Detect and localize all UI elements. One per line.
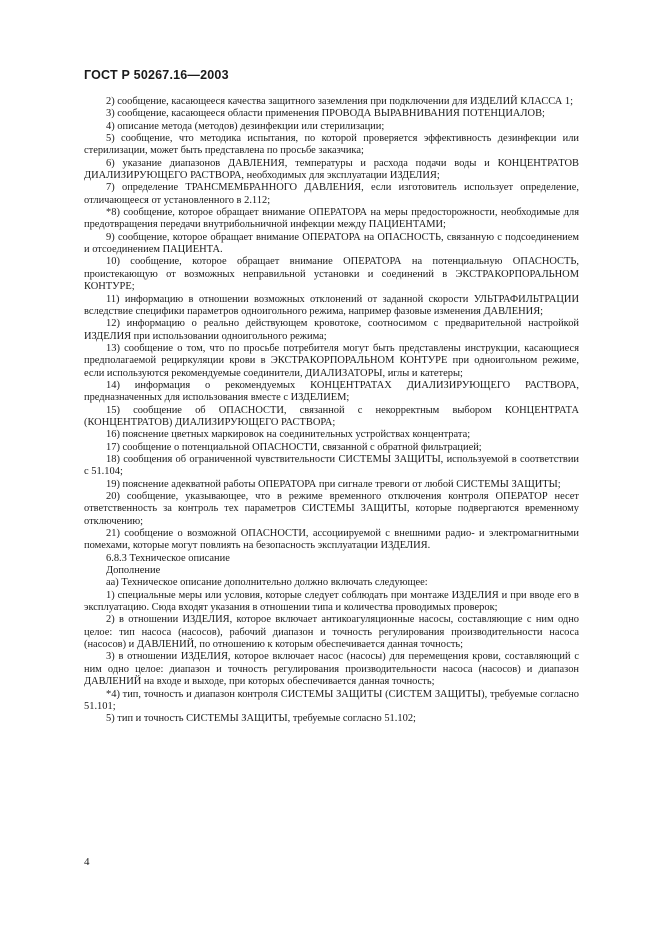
document-body: [84, 96, 579, 726]
page-number: 4: [84, 856, 90, 868]
section-heading: 6.8.3 Техническое описание: [106, 552, 230, 564]
paragraph: 19) пояснение адекватной работы ОПЕРАТОРА при сигнале тревоги от любой СИСТЕМЫ ЗАЩИТЫ;: [106, 478, 561, 490]
paragraph: 5) тип и точность СИСТЕМЫ ЗАЩИТЫ, требуемые согласно 51.102;: [106, 713, 416, 725]
paragraph: *8) сообщение, которое обращает внимание ОПЕРАТОРА на меры предосторожности, необходимые для предотвращения передачи внутрибольничной инфекции между ПАЦИЕНТАМИ;: [84, 207, 579, 231]
paragraph: 2) в отношении ИЗДЕЛИЯ, которое включает антикоагуляционные насосы, составляющие с ним одно целое: тип насоса (насосов), рабочий диапазон и точность регулирования производительности насоса (насосов) и ДАВЛЕНИЙ, по отношению к которым обеспечивается данная точность;: [84, 614, 579, 651]
paragraph: 16) пояснение цветных маркировок на соединительных устройствах концентрата;: [106, 429, 471, 441]
section-subheading: Дополнение: [106, 565, 161, 577]
paragraph: 6) указание диапазонов ДАВЛЕНИЯ, температуры и расхода подачи воды и КОНЦЕНТРАТОВ ДИАЛИЗИРУЮЩЕГО РАСТВОРА, необходимых для эксплуатации ИЗДЕЛИЯ;: [84, 157, 579, 182]
paragraph: 5) сообщение, что методика испытания, по которой проверяется эффективность дезинфекции или стерилизации, может быть представлена по просьбе заказчика;: [84, 133, 579, 157]
paragraph: 12) информацию о реально действующем кровотоке, соотносимом с предварительной настройкой ИЗДЕЛИЯ при использовании одноигольного режима;: [84, 318, 579, 342]
paragraph: 2) сообщение, касающееся качества защитного заземления при подключении для ИЗДЕЛИЙ КЛАССА 1;: [106, 96, 573, 107]
document-header: ГОСТ Р 50267.16—2003: [84, 68, 229, 82]
paragraph: 17) сообщение о потенциальной ОПАСНОСТИ, связанной с обратной фильтрацией;: [106, 441, 482, 453]
paragraph: 21) сообщение о возможной ОПАСНОСТИ, ассоциируемой с внешними радио- и электромагнитными помехами, которые могут повлиять на безопасность эксплуатации ИЗДЕЛИЯ.: [84, 528, 579, 552]
paragraph: *4) тип, точность и диапазон контроля СИСТЕМЫ ЗАЩИТЫ (СИСТЕМ ЗАЩИТЫ), требуемые согласно 51.101;: [84, 688, 579, 712]
paragraph: 9) сообщение, которое обращает внимание ОПЕРАТОРА на ОПАСНОСТЬ, связанную с подсоединением и отсоединением ПАЦИЕНТА.: [84, 231, 579, 256]
paragraph: 20) сообщение, указывающее, что в режиме временного отключения контроля ОПЕРАТОР несет ответственность за контроль тех параметров СИСТЕМЫ ЗАЩИТЫ, которые подвергаются временному отключению;: [84, 491, 579, 527]
paragraph: 13) сообщение о том, что по просьбе потребителя могут быть представлены инструкции, касающиеся предполагаемой рециркуляции крови в ЭКСТРАКОРПОРАЛЬНОМ КОНТУРЕ при одноигольном режиме, если используются рекомендуемые соединители, ДИАЛИЗАТОРЫ, иглы и катетеры;: [84, 342, 579, 379]
paragraph: 3) в отношении ИЗДЕЛИЯ, которое включает насос (насосы) для перемещения крови, составляющий с ним одно целое: диапазон и точность регулирования производительности насоса (насосов) и диапазон ДАВЛЕНИЙ на входе и выходе, при которых обеспечивается данная точность;: [84, 651, 579, 688]
paragraph: 1) специальные меры или условия, которые следует соблюдать при монтаже ИЗДЕЛИЯ и при вводе его в эксплуатацию. Сюда входят указания в отношении типа и количества проводимых проверок;: [84, 589, 579, 614]
paragraph: 7) определение ТРАНСМЕМБРАННОГО ДАВЛЕНИЯ, если изготовитель использует определение, отличающееся от установленного в 2.112;: [84, 182, 579, 206]
paragraph: 3) сообщение, касающееся области применения ПРОВОДА ВЫРАВНИВАНИЯ ПОТЕНЦИАЛОВ;: [106, 108, 545, 120]
paragraph: аа) Техническое описание дополнительно должно включать следующее:: [106, 577, 428, 589]
paragraph: 18) сообщения об ограниченной чувствительности СИСТЕМЫ ЗАЩИТЫ, используемой в соответствии с 51.104;: [84, 453, 579, 478]
paragraph: 14) информация о рекомендуемых КОНЦЕНТРАТАХ ДИАЛИЗИРУЮЩЕГО РАСТВОРА, предназначенных для использования вместе с ИЗДЕЛИЕМ;: [84, 379, 579, 404]
paragraph: 4) описание метода (методов) дезинфекции или стерилизации;: [106, 120, 385, 132]
paragraph: 15) сообщение об ОПАСНОСТИ, связанной с некорректным выбором КОНЦЕНТРАТА (КОНЦЕНТРАТОВ) ДИАЛИЗИРУЮЩЕГО РАСТВОРА;: [84, 404, 579, 428]
paragraph: 10) сообщение, которое обращает внимание ОПЕРАТОРА на потенциальную ОПАСНОСТЬ, проистекающую от возможных неправильной установки и соединений в ЭКСТРАКОРПОРАЛЬНОМ КОНТУРЕ;: [84, 256, 579, 293]
paragraph: 11) информацию в отношении возможных отклонений от заданной скорости УЛЬТРАФИЛЬТРАЦИИ вследствие специфики параметров одноигольного режима, например фазовые изменения ДАВЛЕНИЯ;: [84, 293, 579, 317]
